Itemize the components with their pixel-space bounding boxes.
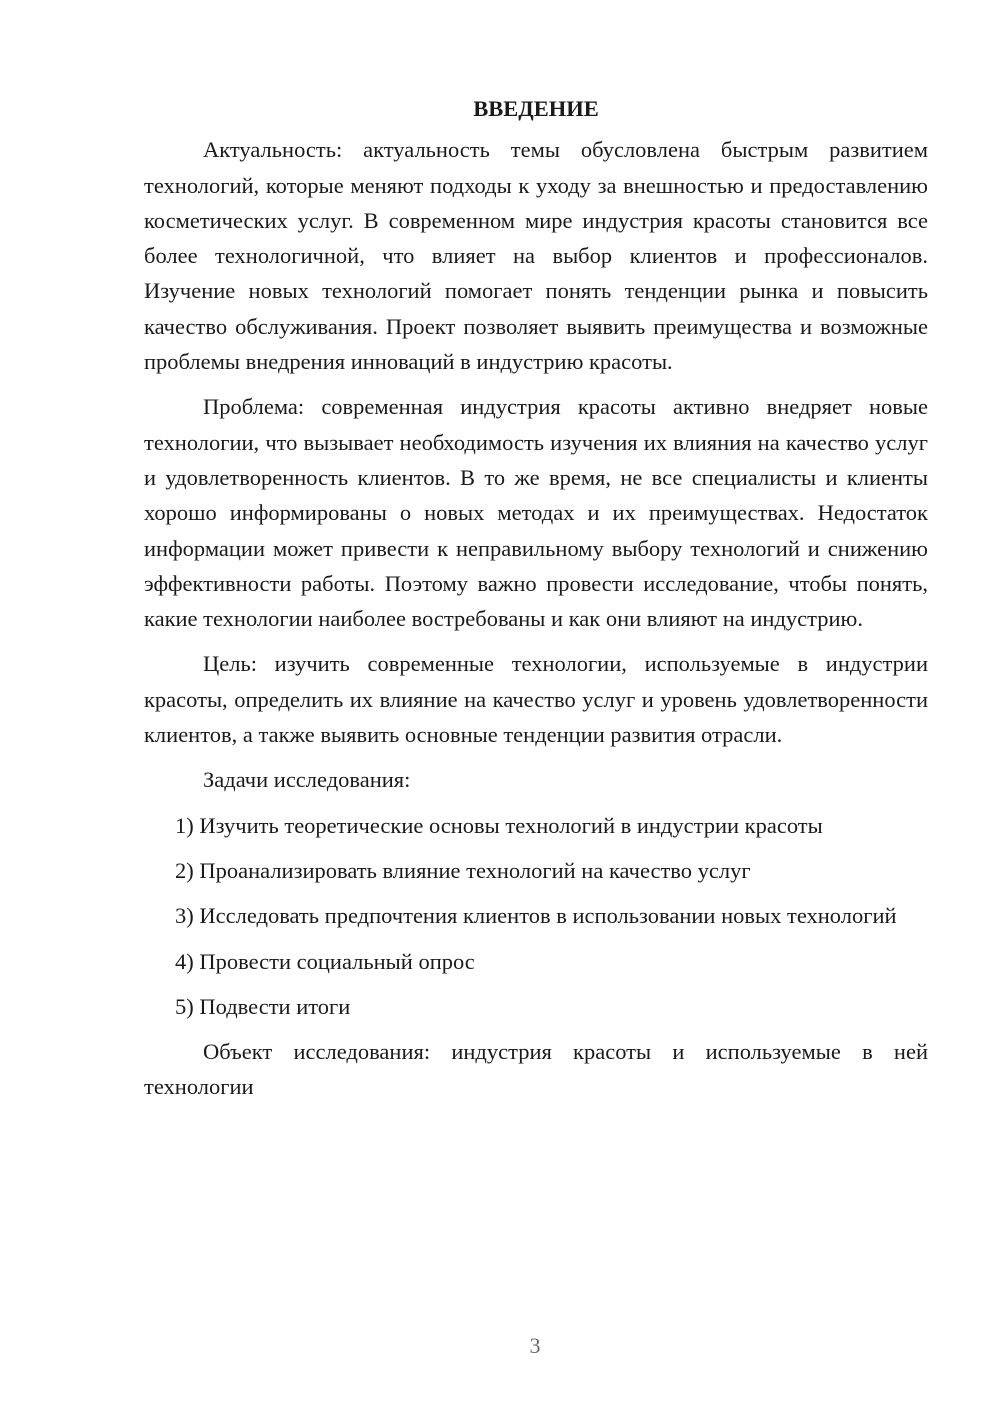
task-item: 4) Провести социальный опрос	[175, 948, 475, 974]
task-item: 1) Изучить теоретические основы технологий в индустрии красоты	[175, 812, 823, 838]
task-item: 5) Подвести итоги	[175, 993, 351, 1019]
relevance-paragraph: Актуальность: актуальность темы обусловлена быстрым развитием технологий, которые меняют подходы к уходу за внешностью и предоставлению косметических услуг. В современном мире индустрия красоты становится все более технологичной, что влияет на выбор клиентов и профессионалов. Изучение новых технологий помогает понять тенденции рынка и повысить качество обслуживания. Проект позволяет выявить преимущества и возможные проблемы внедрения инноваций в индустрию красоты.	[144, 137, 928, 375]
goal-paragraph: Цель: изучить современные технологии, используемые в индустрии красоты, определить их влияние на качество услуг и уровень удовлетворенности клиентов, а также выявить основные тенденции развития отрасли.	[144, 651, 928, 748]
tasks-title: Задачи исследования:	[203, 767, 411, 793]
problem-paragraph: Проблема: современная индустрия красоты активно внедряет новые технологии, что вызывает необходимость изучения их влияния на качество услуг и удовлетворенность клиентов. В то же время, не все специалисты и клиенты хорошо информированы о новых методах и их преимуществах. Недостаток информации может привести к неправильному выбору технологий и снижению эффективности работы. Поэтому важно провести исследование, чтобы понять, какие технологии наиболее востребованы и как они влияют на индустрию.	[144, 394, 928, 632]
page-content	[144, 91, 928, 1115]
tasks-list	[144, 808, 928, 1024]
task-item: 3) Исследовать предпочтения клиентов в использовании новых технологий	[175, 903, 897, 929]
section-heading: ВВЕДЕНИЕ	[473, 96, 599, 121]
object-paragraph: Объект исследования: индустрия красоты и используемые в ней технологии	[144, 1039, 928, 1100]
task-item: 2) Проанализировать влияние технологий на качество услуг	[175, 857, 751, 883]
page-number: 3	[529, 1333, 541, 1358]
